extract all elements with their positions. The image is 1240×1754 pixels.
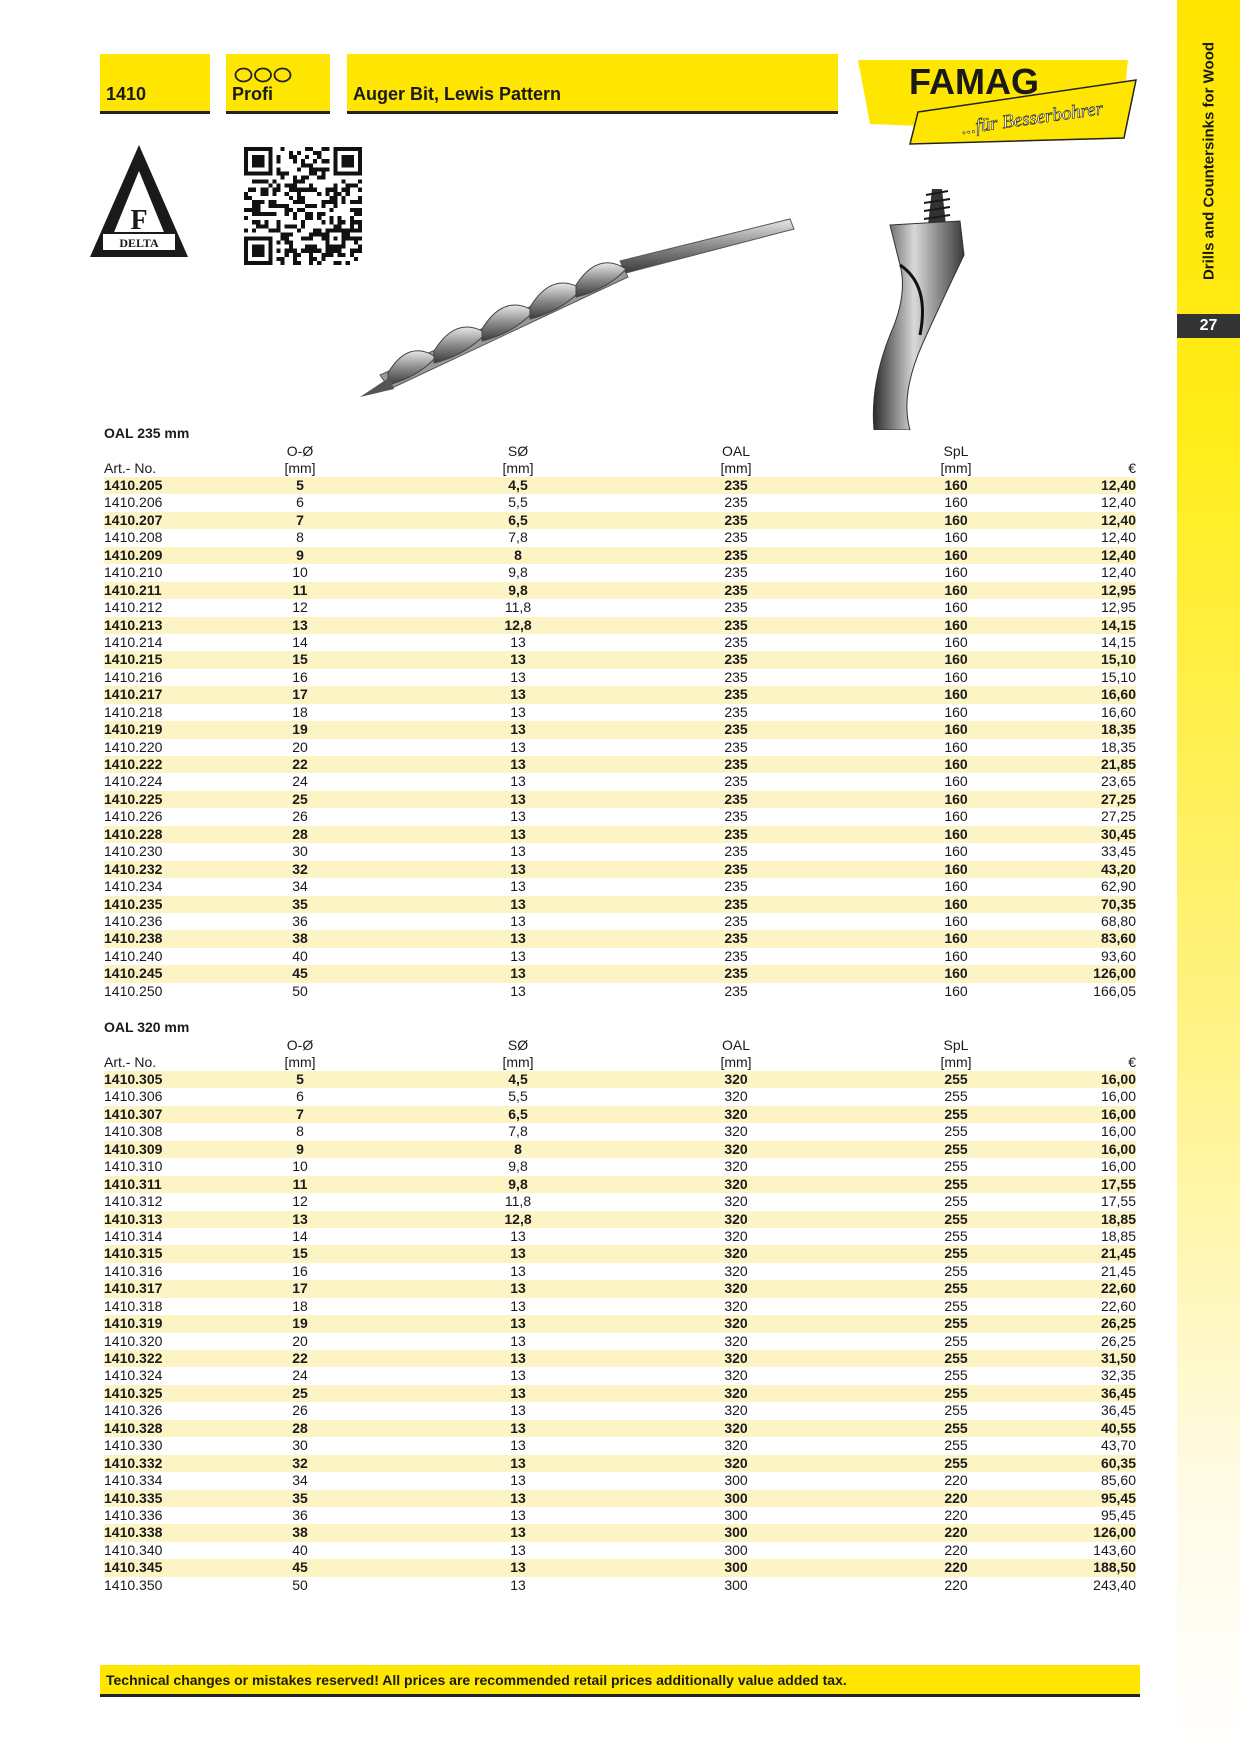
- table-row: 1410.209 9 8 235 160 12,40: [104, 546, 1136, 563]
- table-row: 1410.336 36 13 300 220 95,45: [104, 1506, 1136, 1523]
- table-row: 1410.318 18 13 320 255 22,60: [104, 1297, 1136, 1314]
- table-row: 1410.219 19 13 235 160 18,35: [104, 721, 1136, 738]
- col-head-shank-diameter: SØ: [507, 1037, 529, 1053]
- cell-art-no: 1410.319: [104, 1315, 163, 1332]
- cell-price: 27,25: [1100, 808, 1136, 825]
- cell-art-no: 1410.235: [104, 895, 163, 912]
- table-row: 1410.222 22 13 235 160 21,85: [104, 756, 1136, 772]
- cell-art-no: 1410.226: [104, 808, 163, 825]
- cell-price: 27,25: [1100, 790, 1136, 807]
- table-row: 1410.350 50 13 300 220 243,40: [104, 1576, 1136, 1593]
- cell-price: 85,60: [1100, 1472, 1136, 1489]
- col-head-spl: SpL: [943, 443, 969, 459]
- cell-art-no: 1410.336: [104, 1506, 163, 1523]
- cell-price: 26,25: [1100, 1332, 1136, 1349]
- table-row: 1410.208 8 7,8 235 160 12,40: [104, 529, 1136, 546]
- table-row: 1410.216 16 13 235 160 15,10: [104, 668, 1136, 685]
- cell-art-no: 1410.316: [104, 1262, 163, 1279]
- col-head-price: €: [1128, 1054, 1136, 1070]
- cell-art-no: 1410.222: [104, 756, 163, 772]
- col-head-oal: OAL: [721, 443, 751, 459]
- cell-art-no: 1410.314: [104, 1227, 163, 1244]
- price-table-oal-235: [104, 477, 1136, 1000]
- cell-price: 43,70: [1100, 1437, 1136, 1454]
- col-unit-spl: [mm]: [940, 1054, 972, 1070]
- cell-price: 36,45: [1100, 1402, 1136, 1419]
- cell-art-no: 1410.238: [104, 930, 163, 947]
- table-row: 1410.305 5 4,5 320 255 16,00: [104, 1071, 1136, 1087]
- delta-text: DELTA: [119, 236, 159, 250]
- cell-price: 16,00: [1100, 1140, 1136, 1157]
- cell-price: 70,35: [1100, 895, 1136, 912]
- cell-price: 12,40: [1100, 546, 1136, 563]
- footer-note: Technical changes or mistakes reserved! All prices are recommended retail prices additionally value added tax.: [106, 1672, 847, 1688]
- table-row: 1410.313 13 12,8 320 255 18,85: [104, 1210, 1136, 1227]
- cell-price: 16,00: [1100, 1071, 1136, 1087]
- cell-art-no: 1410.311: [104, 1175, 162, 1192]
- cell-price: 36,45: [1100, 1384, 1136, 1401]
- logo-brand-text: FAMAG: [909, 61, 1039, 102]
- cell-art-no: 1410.220: [104, 738, 163, 755]
- col-head-spl: SpL: [943, 1037, 969, 1053]
- cell-art-no: 1410.234: [104, 878, 163, 895]
- cell-price: 14,15: [1100, 616, 1136, 633]
- col-head-art-no: Art.- No.: [104, 1054, 157, 1070]
- cell-price: 18,85: [1100, 1227, 1136, 1244]
- logo-slogan-text: ...für Besserbohrer: [960, 98, 1105, 139]
- title-box: [347, 54, 838, 114]
- table-row: 1410.309 9 8 320 255 16,00: [104, 1140, 1136, 1157]
- delta-letter: F: [130, 205, 148, 236]
- cell-art-no: 1410.306: [104, 1088, 163, 1105]
- table-row: 1410.230 30 13 235 160 33,45: [104, 843, 1136, 860]
- col-head-art-no: Art.- No.: [104, 460, 157, 476]
- cell-art-no: 1410.217: [104, 686, 163, 703]
- table-row: 1410.217 17 13 235 160 16,60: [104, 686, 1136, 703]
- cell-price: 16,60: [1100, 686, 1136, 703]
- table-row: 1410.236 36 13 235 160 68,80: [104, 912, 1136, 929]
- cell-price: 21,45: [1100, 1262, 1136, 1279]
- table-row: 1410.316 16 13 320 255 21,45: [104, 1262, 1136, 1279]
- table-row: 1410.224 24 13 235 160 23,65: [104, 773, 1136, 790]
- table-row: 1410.310 10 9,8 320 255 16,00: [104, 1158, 1136, 1175]
- cell-price: 18,85: [1100, 1210, 1136, 1227]
- cell-art-no: 1410.232: [104, 860, 163, 877]
- table-row: 1410.325 25 13 320 255 36,45: [104, 1384, 1136, 1401]
- table-row: 1410.228 28 13 235 160 30,45: [104, 825, 1136, 842]
- product-code-box: [100, 54, 210, 114]
- cell-art-no: 1410.236: [104, 912, 163, 929]
- delta-badge: [88, 143, 190, 264]
- cell-price: 62,90: [1100, 878, 1136, 895]
- cell-art-no: 1410.309: [104, 1140, 163, 1157]
- cell-art-no: 1410.218: [104, 703, 163, 720]
- grade-box: [226, 54, 330, 114]
- cell-price: 18,35: [1100, 738, 1136, 755]
- cell-art-no: 1410.214: [104, 633, 163, 650]
- cell-price: 166,05: [1093, 982, 1136, 999]
- col-unit-oal: [mm]: [720, 1054, 752, 1070]
- cell-art-no: 1410.322: [104, 1350, 163, 1366]
- qr-code[interactable]: [244, 147, 362, 270]
- cell-price: 188,50: [1093, 1559, 1136, 1576]
- cell-art-no: 1410.212: [104, 599, 163, 616]
- cell-price: 23,65: [1100, 773, 1136, 790]
- col-unit-shank-diameter: [mm]: [502, 460, 534, 476]
- cell-price: 14,15: [1100, 633, 1136, 650]
- table-row: 1410.220 20 13 235 160 18,35: [104, 738, 1136, 755]
- cell-price: 83,60: [1100, 930, 1136, 947]
- cell-art-no: 1410.324: [104, 1367, 163, 1384]
- cell-art-no: 1410.240: [104, 947, 163, 964]
- cell-art-no: 1410.205: [104, 477, 163, 493]
- col-head-o-diameter: O-Ø: [286, 1037, 314, 1053]
- cell-art-no: 1410.208: [104, 529, 163, 546]
- cell-price: 32,35: [1100, 1367, 1136, 1384]
- cell-art-no: 1410.338: [104, 1524, 163, 1541]
- cell-art-no: 1410.215: [104, 651, 163, 668]
- cell-art-no: 1410.345: [104, 1559, 163, 1576]
- table-row: 1410.211 11 9,8 235 160 12,95: [104, 581, 1136, 598]
- cell-art-no: 1410.315: [104, 1245, 163, 1262]
- price-table-oal-320: [104, 1071, 1136, 1594]
- cell-art-no: 1410.209: [104, 546, 163, 563]
- section-title-oal-235: OAL 235 mm: [104, 425, 190, 441]
- quality-rings-icon: [234, 66, 292, 84]
- table-row: 1410.234 34 13 235 160 62,90: [104, 878, 1136, 895]
- cell-price: 12,40: [1100, 511, 1136, 528]
- cell-art-no: 1410.326: [104, 1402, 163, 1419]
- table-row: 1410.210 10 9,8 235 160 12,40: [104, 564, 1136, 581]
- table-row: 1410.225 25 13 235 160 27,25: [104, 790, 1136, 807]
- table-row: 1410.205 5 4,5 235 160 12,40: [104, 477, 1136, 493]
- cell-price: 22,60: [1100, 1280, 1136, 1297]
- cell-price: 30,45: [1100, 825, 1136, 842]
- cell-price: 31,50: [1100, 1350, 1136, 1366]
- cell-price: 95,45: [1100, 1506, 1136, 1523]
- cell-art-no: 1410.207: [104, 511, 163, 528]
- table-row: 1410.214 14 13 235 160 14,15: [104, 633, 1136, 650]
- cell-art-no: 1410.350: [104, 1576, 163, 1593]
- cell-price: 15,10: [1100, 651, 1136, 668]
- famag-logo: [858, 54, 1138, 150]
- cell-art-no: 1410.225: [104, 790, 163, 807]
- cell-price: 16,60: [1100, 703, 1136, 720]
- cell-price: 12,40: [1100, 529, 1136, 546]
- cell-art-no: 1410.250: [104, 982, 163, 999]
- section-title-oal-320: OAL 320 mm: [104, 1019, 190, 1035]
- cell-price: 18,35: [1100, 721, 1136, 738]
- cell-price: 243,40: [1093, 1576, 1136, 1593]
- cell-art-no: 1410.330: [104, 1437, 163, 1454]
- col-head-price: €: [1128, 460, 1136, 476]
- table-row: 1410.324 24 13 320 255 32,35: [104, 1367, 1136, 1384]
- cell-price: 95,45: [1100, 1489, 1136, 1506]
- cell-price: 126,00: [1093, 1524, 1136, 1541]
- cell-art-no: 1410.325: [104, 1384, 163, 1401]
- auger-bit-closeup-image: [860, 185, 980, 435]
- table-row: 1410.308 8 7,8 320 255 16,00: [104, 1123, 1136, 1140]
- table-row: 1410.330 30 13 320 255 43,70: [104, 1437, 1136, 1454]
- cell-art-no: 1410.210: [104, 564, 163, 581]
- cell-price: 16,00: [1100, 1123, 1136, 1140]
- col-unit-spl: [mm]: [940, 460, 972, 476]
- cell-art-no: 1410.213: [104, 616, 163, 633]
- cell-art-no: 1410.216: [104, 668, 163, 685]
- cell-art-no: 1410.340: [104, 1541, 163, 1558]
- cell-art-no: 1410.230: [104, 843, 163, 860]
- cell-price: 17,55: [1100, 1175, 1136, 1192]
- cell-price: 93,60: [1100, 947, 1136, 964]
- table-row: 1410.311 11 9,8 320 255 17,55: [104, 1175, 1136, 1192]
- cell-price: 126,00: [1093, 965, 1136, 982]
- cell-price: 16,00: [1100, 1158, 1136, 1175]
- table-row: 1410.218 18 13 235 160 16,60: [104, 703, 1136, 720]
- table-row: 1410.226 26 13 235 160 27,25: [104, 808, 1136, 825]
- product-title: Auger Bit, Lewis Pattern: [353, 84, 562, 104]
- table-row: 1410.235 35 13 235 160 70,35: [104, 895, 1136, 912]
- cell-art-no: 1410.219: [104, 721, 163, 738]
- auger-bit-image: [360, 205, 800, 410]
- cell-price: 17,55: [1100, 1193, 1136, 1210]
- cell-price: 43,20: [1100, 860, 1136, 877]
- cell-price: 12,95: [1100, 581, 1136, 598]
- col-unit-shank-diameter: [mm]: [502, 1054, 534, 1070]
- table-row: 1410.206 6 5,5 235 160 12,40: [104, 494, 1136, 511]
- table-row: 1410.315 15 13 320 255 21,45: [104, 1245, 1136, 1262]
- cell-price: 12,95: [1100, 599, 1136, 616]
- table-row: 1410.328 28 13 320 255 40,55: [104, 1419, 1136, 1436]
- product-code: 1410: [106, 84, 147, 104]
- cell-price: 12,40: [1100, 564, 1136, 581]
- cell-price: 16,00: [1100, 1088, 1136, 1105]
- table-row: 1410.207 7 6,5 235 160 12,40: [104, 511, 1136, 528]
- cell-price: 12,40: [1100, 494, 1136, 511]
- grade-label: Profi: [232, 84, 274, 104]
- cell-art-no: 1410.307: [104, 1105, 163, 1122]
- table-row: 1410.245 45 13 235 160 126,00: [104, 965, 1136, 982]
- table-row: 1410.338 38 13 300 220 126,00: [104, 1524, 1136, 1541]
- cell-price: 40,55: [1100, 1419, 1136, 1436]
- table-row: 1410.250 50 13 235 160 166,05: [104, 982, 1136, 999]
- page-number: 27: [1177, 314, 1240, 338]
- table-row: 1410.345 45 13 300 220 188,50: [104, 1559, 1136, 1576]
- cell-price: 21,85: [1100, 756, 1136, 772]
- cell-price: 22,60: [1100, 1297, 1136, 1314]
- cell-price: 68,80: [1100, 912, 1136, 929]
- cell-art-no: 1410.318: [104, 1297, 163, 1314]
- table-row: 1410.335 35 13 300 220 95,45: [104, 1489, 1136, 1506]
- footer-note-box: [100, 1665, 1140, 1697]
- col-head-oal: OAL: [721, 1037, 751, 1053]
- cell-art-no: 1410.228: [104, 825, 163, 842]
- cell-price: 21,45: [1100, 1245, 1136, 1262]
- table-row: 1410.334 34 13 300 220 85,60: [104, 1472, 1136, 1489]
- table-row: 1410.307 7 6,5 320 255 16,00: [104, 1105, 1136, 1122]
- table-row: 1410.314 14 13 320 255 18,85: [104, 1227, 1136, 1244]
- col-head-shank-diameter: SØ: [507, 443, 529, 459]
- cell-art-no: 1410.310: [104, 1158, 163, 1175]
- cell-art-no: 1410.332: [104, 1454, 163, 1471]
- cell-price: 33,45: [1100, 843, 1136, 860]
- table-row: 1410.232 32 13 235 160 43,20: [104, 860, 1136, 877]
- table-row: 1410.215 15 13 235 160 15,10: [104, 651, 1136, 668]
- col-unit-oal: [mm]: [720, 460, 752, 476]
- cell-art-no: 1410.312: [104, 1193, 163, 1210]
- table-row: 1410.332 32 13 320 255 60,35: [104, 1454, 1136, 1471]
- col-unit-o-diameter: [mm]: [284, 1054, 316, 1070]
- cell-art-no: 1410.320: [104, 1332, 163, 1349]
- cell-art-no: 1410.335: [104, 1489, 163, 1506]
- table-row: 1410.322 22 13 320 255 31,50: [104, 1350, 1136, 1366]
- cell-price: 15,10: [1100, 668, 1136, 685]
- table-row: 1410.319 19 13 320 255 26,25: [104, 1315, 1136, 1332]
- cell-art-no: 1410.305: [104, 1071, 163, 1087]
- table-row: 1410.306 6 5,5 320 255 16,00: [104, 1088, 1136, 1105]
- table-row: 1410.317 17 13 320 255 22,60: [104, 1280, 1136, 1297]
- table-row: 1410.326 26 13 320 255 36,45: [104, 1402, 1136, 1419]
- table-row: 1410.213 13 12,8 235 160 14,15: [104, 616, 1136, 633]
- table-row: 1410.320 20 13 320 255 26,25: [104, 1332, 1136, 1349]
- cell-price: 12,40: [1100, 477, 1136, 493]
- cell-art-no: 1410.308: [104, 1123, 163, 1140]
- table-row: 1410.238 38 13 235 160 83,60: [104, 930, 1136, 947]
- cell-art-no: 1410.328: [104, 1419, 163, 1436]
- col-unit-o-diameter: [mm]: [284, 460, 316, 476]
- table-row: 1410.212 12 11,8 235 160 12,95: [104, 599, 1136, 616]
- cell-price: 143,60: [1093, 1541, 1136, 1558]
- cell-art-no: 1410.313: [104, 1210, 163, 1227]
- cell-art-no: 1410.206: [104, 494, 163, 511]
- table-row: 1410.312 12 11,8 320 255 17,55: [104, 1193, 1136, 1210]
- cell-art-no: 1410.211: [104, 581, 162, 598]
- table-row: 1410.340 40 13 300 220 143,60: [104, 1541, 1136, 1558]
- cell-price: 16,00: [1100, 1105, 1136, 1122]
- side-chapter-title: Drills and Countersinks for Wood: [1200, 41, 1217, 280]
- cell-price: 60,35: [1100, 1454, 1136, 1471]
- cell-art-no: 1410.224: [104, 773, 163, 790]
- cell-price: 26,25: [1100, 1315, 1136, 1332]
- cell-art-no: 1410.334: [104, 1472, 163, 1489]
- cell-art-no: 1410.317: [104, 1280, 163, 1297]
- col-head-o-diameter: O-Ø: [286, 443, 314, 459]
- table-row: 1410.240 40 13 235 160 93,60: [104, 947, 1136, 964]
- cell-art-no: 1410.245: [104, 965, 163, 982]
